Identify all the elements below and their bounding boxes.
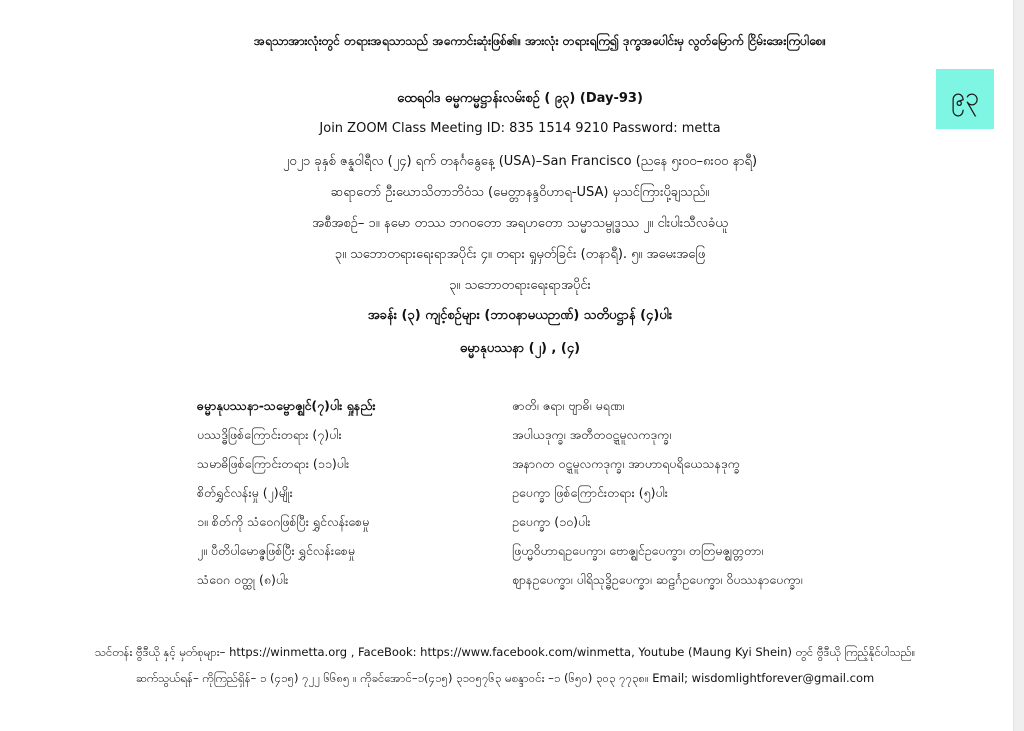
- left-item: ၁။ စိတ်ကို သံဝေဂဖြစ်ပြီး ရွှင်လန်းစေမှု: [197, 514, 370, 529]
- right-item: ဖြဟ္မဝိဟာရဥပေက္ခာ၊ ဗောဇ္ဈင်ဥပေက္ခာ၊ တတြမဇ္ဈတ္တတာ၊: [512, 543, 764, 558]
- topic-title: ဓမ္မာနုပဿနာ (၂) , (၄): [459, 341, 581, 356]
- left-item-heading: ဓမ္မာနုပဿနာ-သမ္ဗောဇ္ဈင်(၇)ပါး ရှုနည်း: [197, 398, 376, 413]
- schedule-line-1: အစီအစဉ်– ၁။ နမော တဿ ဘဂဝတော အရဟတော သမ္မာသမ္ဗုဒ္ဓဿ ၂။ ငါးပါးသီလခံယူ: [312, 216, 728, 231]
- course-title: ထေရဝါဒ ဓမ္မကမ္မဋ္ဌာန်းလမ်းစဉ် ( ၉၃) (Day-93): [397, 91, 643, 106]
- right-item: ဥပေက္ခာ (၁၀)ပါး: [512, 514, 591, 529]
- left-item: စိတ်ရွှင်လန်းမှု (၂)မျိုး: [197, 485, 293, 500]
- left-item: သမာဓိဖြစ်ကြောင်းတရား (၁၁)ပါး: [197, 456, 350, 471]
- date-line: ၂၀၂၁ ခုနှစ် ဇန္နဝါရီလ (၂၄) ရက် တနင်္ဂနွေနေ့ (USA)–San Francisco (ညနေ ၅း၀၀–၈း၀၀ နာရီ): [282, 154, 758, 169]
- page-edge: [1013, 0, 1024, 731]
- teacher-line: ဆရာတော် ဦးဃောသိတာဘိဝံသ (မေတ္တာနန္ဒဝိဟာရ-USA) မှသင်ကြားပို့ချသည်။: [330, 185, 710, 200]
- footer-links: သင်တန်း ဗွီဒီယို နှင့် မှတ်စုများ– https://winmetta.org , FaceBook: https://www.facebook.com/winmetta, Youtube (Maung Kyi Shein) တွင် ဗွီဒီယို ကြည့်နိုင်ပါသည်။: [94, 645, 916, 659]
- right-item: ဇာတိ၊ ဇရာ၊ ဗျာဓိ၊ မရဏ၊: [512, 398, 625, 413]
- left-item: ၂။ ပီတိပါမောဇ္ဇဖြစ်ပြီး ရွှင်လန်းစေမှု: [197, 543, 356, 558]
- section-title: ၃။ သဘောတရားရေးရာအပိုင်း: [449, 278, 591, 293]
- right-item: ဥပေက္ခာ ဖြစ်ကြောင်းတရား (၅)ပါး: [512, 485, 668, 500]
- chapter-title: အခန်း (၃) ကျင့်စဉ်များ (ဘာဝနာမယဉာဏ်) သတိပဋ္ဌာန် (၄)ပါး: [367, 308, 673, 323]
- zoom-info: Join ZOOM Class Meeting ID: 835 1514 9210 Password: metta: [319, 121, 721, 136]
- header-motto: အရသာအားလုံးတွင် တရားအရသာသည် အကောင်းဆုံးဖြစ်၏။ အားလုံး တရားရကြ၍ ဒုက္ခအပေါင်းမှ လွတ်မြောက် ငြိမ်းအေးကြပါစေ။: [254, 34, 826, 48]
- right-item: အနာဂတ ဝဋ္ဋမူလကဒုက္ခ၊ အာဟာရပရိယေသနဒုက္ခ: [512, 456, 740, 471]
- page-number-badge: ၉၃: [936, 69, 994, 129]
- left-item: သံဝေဂ ဝတ္ထု (၈)ပါး: [197, 572, 289, 587]
- right-item: အပါယဒုက္ခ၊ အတီတဝဋ္ဋမူလကဒုက္ခ၊: [512, 427, 672, 442]
- left-item: ပဿဒ္ဓိဖြစ်ကြောင်းတရား (၇)ပါး: [197, 427, 342, 442]
- footer-contacts: ဆက်သွယ်ရန်– ကိုကြည်ရှိန်– ၁ (၄၁၅) ၇၂၂ ၆၆၈၅ ။ ကိုခင်အောင်–၁(၄၁၅) ၃၁၀၅၇၆၃ မစန္ဒာဝင်း –၁ (၆၅၀) ၃၀၃ ၇၇၃၈။ Email; wisdomlightforever@gmail.com: [135, 671, 875, 685]
- right-item: ဈာနဥပေက္ခာ၊ ပါရိသုဒ္ဓိဥပေက္ခာ၊ ဆဠင်္ဂဥပေက္ခာ၊ ဝိပဿနာပေက္ခာ၊: [512, 572, 803, 587]
- schedule-line-2: ၃။ သဘောတရားရေးရာအပိုင်း ၄။ တရား ရှုမှတ်ခြင်း (တနာရီ). ၅။ အမေးအဖြေ: [334, 247, 706, 262]
